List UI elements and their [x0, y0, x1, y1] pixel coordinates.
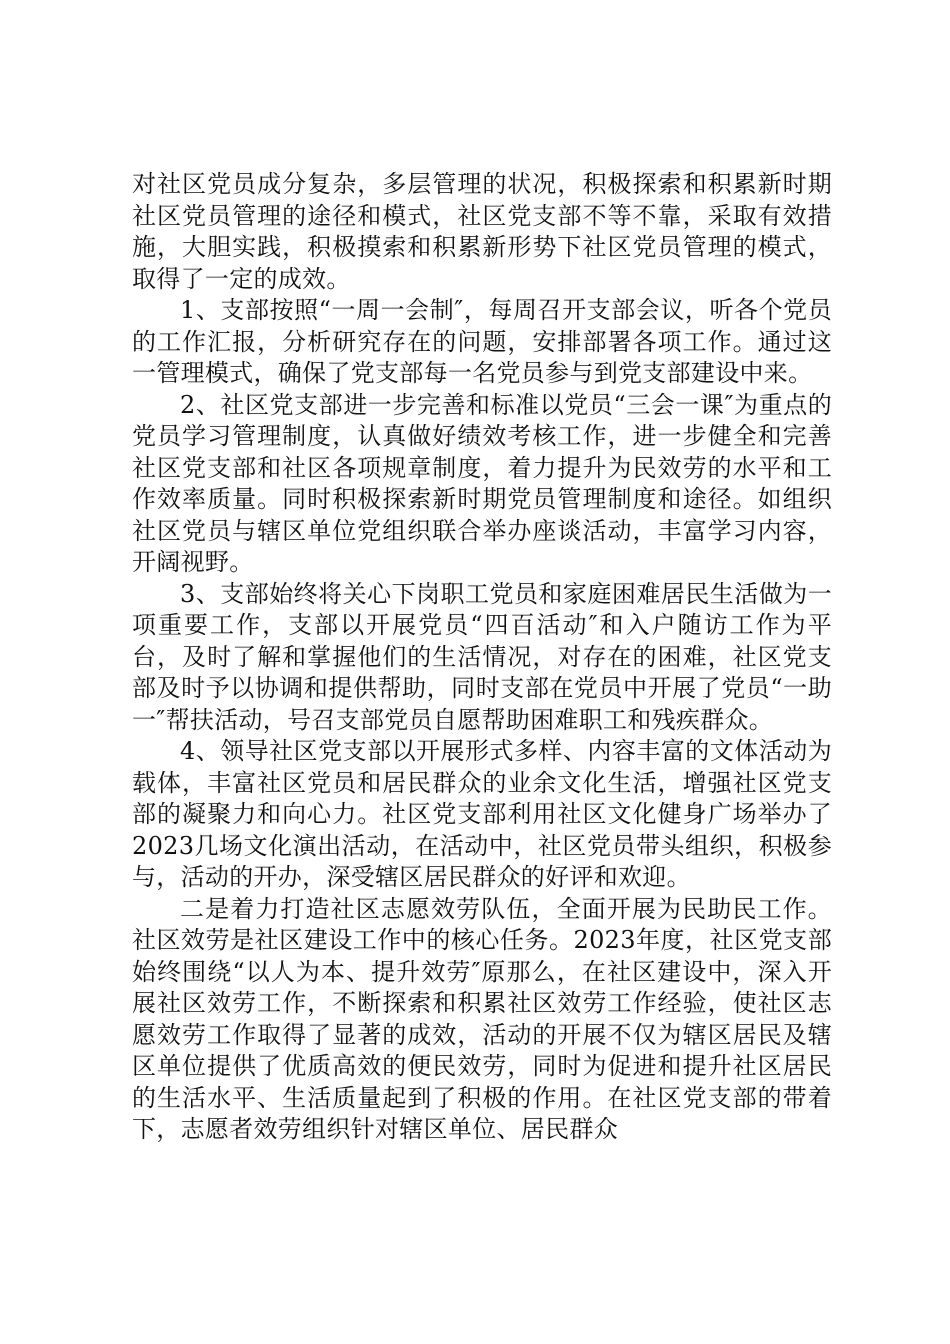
paragraph-item-4: 4、领导社区党支部以开展形式多样、内容丰富的文体活动为载体，丰富社区党员和居民群众的业余文化生活，增强社区党支部的凝聚力和向心力。社区党支部利用社区文化健身广场举办了2023几场文化演出活动，在活动中，社区党员带头组织，积极参与，活动的开办，深受辖区居民群众的好评和欢迎。 [132, 737, 832, 891]
paragraph-volunteer-service: 二是着力打造社区志愿效劳队伍，全面开展为民助民工作。社区效劳是社区建设工作中的核心任务。2023年度，社区党支部始终围绕“以人为本、提升效劳″原那么，在社区建设中，深入开展社区效劳工作，不断探索和积累社区效劳工作经验，使社区志愿效劳工作取得了显著的成效，活动的开展不仅为辖区居民及辖区单位提供了优质高效的便民效劳，同时为促进和提升社区居民的生活水平、生活质量起到了积极的作用。在社区党支部的带着下，志愿者效劳组织针对辖区单位、居民群众 [132, 894, 832, 1143]
paragraph-item-1: 1、支部按照“一周一会制″，每周召开支部会议，听各个党员的工作汇报，分析研究存在的问题，安排部署各项工作。通过这一管理模式，确保了党支部每一名党员参与到党支部建设中来。 [132, 296, 832, 387]
paragraph-intro: 对社区党员成分复杂，多层管理的状况，积极探索和积累新时期社区党员管理的途径和模式，社区党支部不等不靠，采取有效措施，大胆实践，积极摸索和积累新形势下社区党员管理的模式，取得了一定的成效。 [132, 170, 832, 293]
paragraph-item-2: 2、社区党支部进一步完善和标准以党员“三会一课″为重点的党员学习管理制度，认真做好绩效考核工作，进一步健全和完善社区党支部和社区各项规章制度，着力提升为民效劳的水平和工作效率质量。同时积极探索新时期党员管理制度和途径。如组织社区党员与辖区单位党组织联合举办座谈活动，丰富学习内容，开阔视野。 [132, 390, 832, 576]
paragraph-item-3: 3、支部始终将关心下岗职工党员和家庭困难居民生活做为一项重要工作，支部以开展党员“四百活动″和入户随访工作为平台，及时了解和掌握他们的生活情况，对存在的困难，社区党支部及时予以协调和提供帮助，同时支部在党员中开展了党员“一助一″帮扶活动，号召支部党员自愿帮助困难职工和残疾群众。 [132, 579, 832, 734]
document-body [132, 169, 832, 1146]
